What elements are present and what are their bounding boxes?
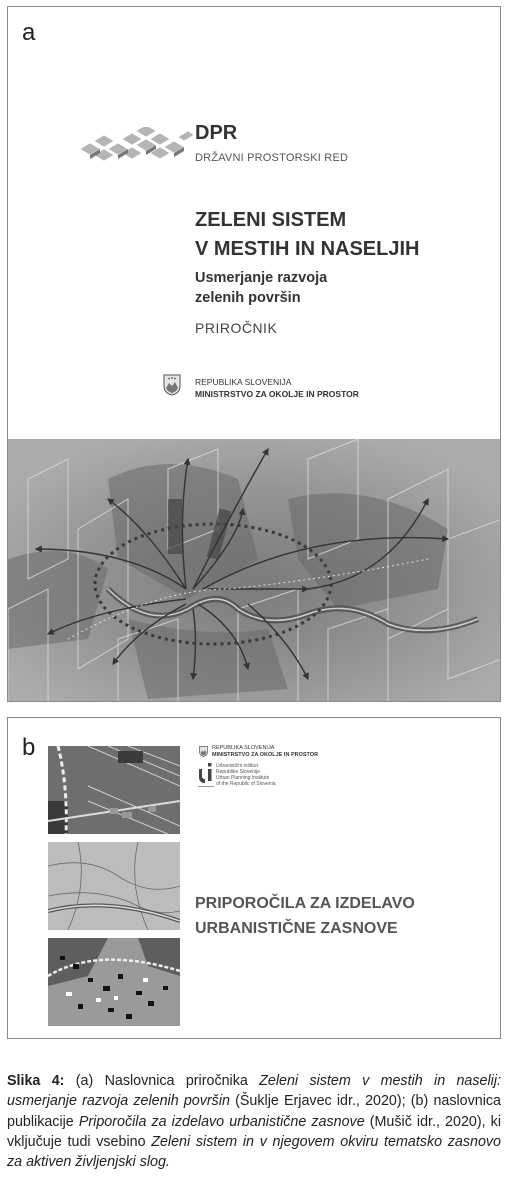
coat-of-arms-small-icon [199,746,208,757]
cover-b [7,717,501,1039]
dpr-brand: DPR [195,122,238,144]
cover-a [7,6,501,702]
cover-b-title-line2: URBANISTIČNE ZASNOVE [195,920,398,937]
b-gov-line2: MINISTRSTVO ZA OKOLJE IN PROSTOR [212,752,319,758]
panel-letter-a: a [22,19,36,46]
green-system-map-image [8,439,501,702]
cover-b-title-line1: PRIPOROČILA ZA IZDELAVO [195,895,415,912]
cover-b-title [195,891,415,941]
institute-line: Urbanistični inštitut [216,763,258,769]
cover-subtitle-line1: Usmerjanje razvoja [195,270,328,286]
caption-a-title: Zeleni sistem v mestih in naselij: usmerjanje razvoja zelenih površin [7,1073,501,1110]
figure-caption [7,1071,501,1172]
dpr-logo-icon [80,127,194,167]
institute-line: Urban Planning Institute [216,775,270,781]
panel-letter-b: b [22,734,36,761]
cover-title-line1: ZELENI SISTEM [195,209,347,231]
institute-line: of the Republic of Slovenia [216,781,276,787]
institute-text [216,763,275,787]
caption-a-cite: (Šuklje Erjavec idr., 2020); (b) naslovnica publikacije [7,1093,501,1130]
map-thumbnails-image [48,746,180,1026]
dpr-brand-subtitle: DRŽAVNI PROSTORSKI RED [195,152,349,164]
b-gov-line1: REPUBLIKA SLOVENIJA [212,745,275,751]
coat-of-arms-icon [163,374,181,396]
caption-b-cite: (Mušič idr., 2020), ki vključuje tudi vsebino [7,1113,502,1150]
caption-b-title: Priporočila za izdelavo urbanistične zasnove [78,1113,365,1130]
urban-institute-logo-icon [198,763,214,793]
institute-line: Republike Slovenije [216,769,260,775]
cover-title [195,206,419,264]
cover-subtitle [195,268,327,308]
caption-a-marker: (a) Naslovnica priročnika [64,1073,260,1089]
gov-line2: MINISTRSTVO ZA OKOLJE IN PROSTOR [195,389,359,399]
caption-label: Slika 4: [7,1073,65,1089]
cover-subtitle-line2: zelenih površin [195,290,301,306]
caption-b-content: Zeleni sistem in v njegovem okviru tematsko zasnovo za aktiven življenjski slog. [7,1133,502,1171]
gov-line1: REPUBLIKA SLOVENIJA [195,377,292,387]
publication-type: PRIROČNIK [195,320,278,336]
cover-title-line2: V MESTIH IN NASELJIH [195,238,420,260]
